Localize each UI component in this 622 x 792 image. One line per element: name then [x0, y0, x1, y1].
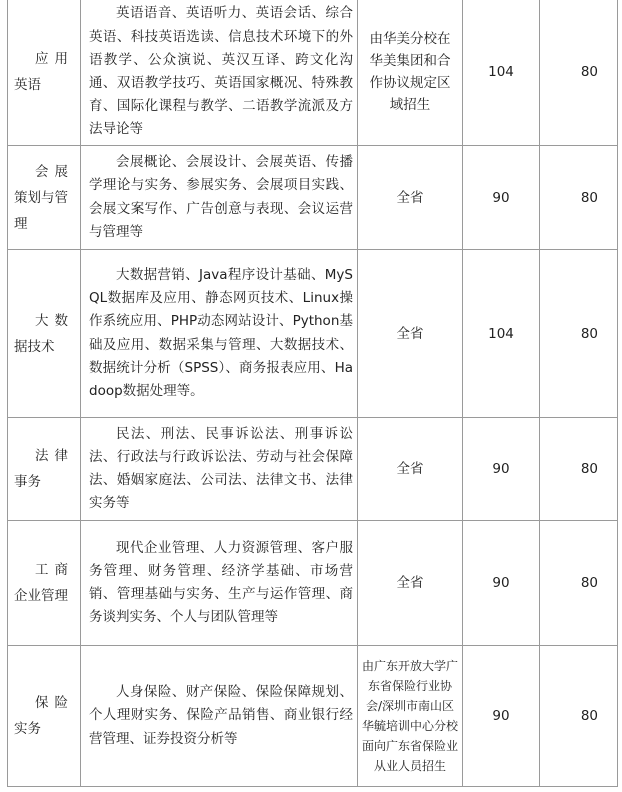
table-row: [8, 646, 618, 787]
courses-text: 英语语音、英语听力、英语会话、综合英语、科技英语选读、信息技术环境下的外语教学、公众演说、英汉互译、跨文化沟通、双语教学技巧、英语国家概况、特殊教育、国际化课程与教学、二语教学流派及方法导论等: [89, 5, 353, 138]
table-row: [8, 521, 618, 646]
num1-value: 90: [492, 461, 510, 477]
num1-value: 90: [492, 189, 510, 206]
scope-cell: [358, 0, 463, 146]
num2-value: 80: [580, 64, 598, 80]
num1-cell: [463, 250, 540, 418]
major-name-line1: 大数: [35, 312, 74, 329]
num2-value: 80: [580, 189, 598, 206]
num2-cell: [540, 250, 618, 418]
scope-text: 全省: [396, 325, 424, 342]
major-name-line2: 实务: [14, 721, 41, 737]
num1-cell: [463, 521, 540, 646]
courses-text: 民法、刑法、民事诉讼法、刑事诉讼法、行政法与行政诉讼法、劳动与社会保障法、婚姻家庭法、公司法、法律文书、法律实务等: [89, 425, 353, 512]
num2-cell: [540, 418, 618, 521]
major-name-line1: 保险: [35, 695, 74, 711]
major-name-line2: 企业管理: [14, 588, 68, 604]
major-name-line1: 会展: [35, 163, 74, 180]
table-row: [8, 250, 618, 418]
num2-cell: [540, 521, 618, 646]
scope-text: 全省: [396, 575, 424, 591]
courses-text: 现代企业管理、人力资源管理、客户服务管理、财务管理、经济学基础、市场营销、管理基础与实务、生产与运作管理、商务谈判实务、个人与团队管理等: [89, 539, 353, 626]
num2-value: 80: [580, 325, 598, 342]
num1-cell: [463, 646, 540, 787]
num2-cell: [540, 146, 618, 250]
num2-cell: [540, 0, 618, 146]
courses-cell: [81, 521, 358, 646]
num1-cell: [463, 0, 540, 146]
scope-cell: [358, 418, 463, 521]
num2-value: 80: [580, 575, 598, 591]
num1-value: 90: [492, 708, 510, 724]
num1-cell: [463, 418, 540, 521]
courses-cell: [81, 250, 358, 418]
table-row: [8, 0, 618, 146]
courses-text: 人身保险、财产保险、保险保障规划、个人理财实务、保险产品销售、商业银行经营管理、证券投资分析等: [89, 684, 353, 747]
major-name-line1: 应用: [35, 51, 74, 67]
major-name-line1: 工商: [35, 562, 74, 578]
major-name-line2: 事务: [14, 474, 41, 490]
courses-text: 会展概论、会展设计、会展英语、传播学理论与实务、参展实务、会展项目实践、会展文案写作、广告创意与表现、会议运营与管理等: [89, 154, 353, 240]
scope-text: 全省: [396, 461, 424, 477]
courses-cell: [81, 146, 358, 250]
major-cell: [8, 646, 81, 787]
courses-cell: [81, 0, 358, 146]
scope-cell: [358, 250, 463, 418]
num1-value: 104: [488, 325, 514, 342]
major-cell: [8, 0, 81, 146]
major-name-line2: 据技术: [14, 338, 55, 355]
scope-text: 由广东开放大学广东省保险行业协会/深圳市南山区华毓培训中心分校面向广东省保险业从业人员招生: [362, 659, 459, 773]
courses-cell: [81, 418, 358, 521]
courses-cell: [81, 646, 358, 787]
major-name-line2: 策划与管理: [14, 189, 68, 232]
major-cell: [8, 418, 81, 521]
courses-text: 大数据营销、Java程序设计基础、MySQL数据库及应用、静态网页技术、Linux操作系统应用、PHP动态网站设计、Python基础及应用、数据采集与管理、大数据技术、数据统计分析（SPSS）、商务报表应用、Hadoop数据处理等。: [89, 266, 353, 399]
table-row: [8, 146, 618, 250]
num1-value: 104: [488, 64, 514, 80]
scope-cell: [358, 146, 463, 250]
scope-text: 由华美分校在华美集团和合作协议规定区域招生: [369, 31, 451, 113]
num1-cell: [463, 146, 540, 250]
num1-value: 90: [492, 575, 510, 591]
num2-value: 80: [580, 461, 598, 477]
major-cell: [8, 250, 81, 418]
num2-value: 80: [580, 708, 598, 724]
scope-cell: [358, 646, 463, 787]
scope-text: 全省: [396, 189, 424, 206]
major-name-line2: 英语: [14, 77, 41, 93]
num2-cell: [540, 646, 618, 787]
major-cell: [8, 146, 81, 250]
program-table: [7, 0, 618, 787]
scope-cell: [358, 521, 463, 646]
major-name-line1: 法律: [35, 448, 74, 464]
table-row: [8, 418, 618, 521]
major-cell: [8, 521, 81, 646]
